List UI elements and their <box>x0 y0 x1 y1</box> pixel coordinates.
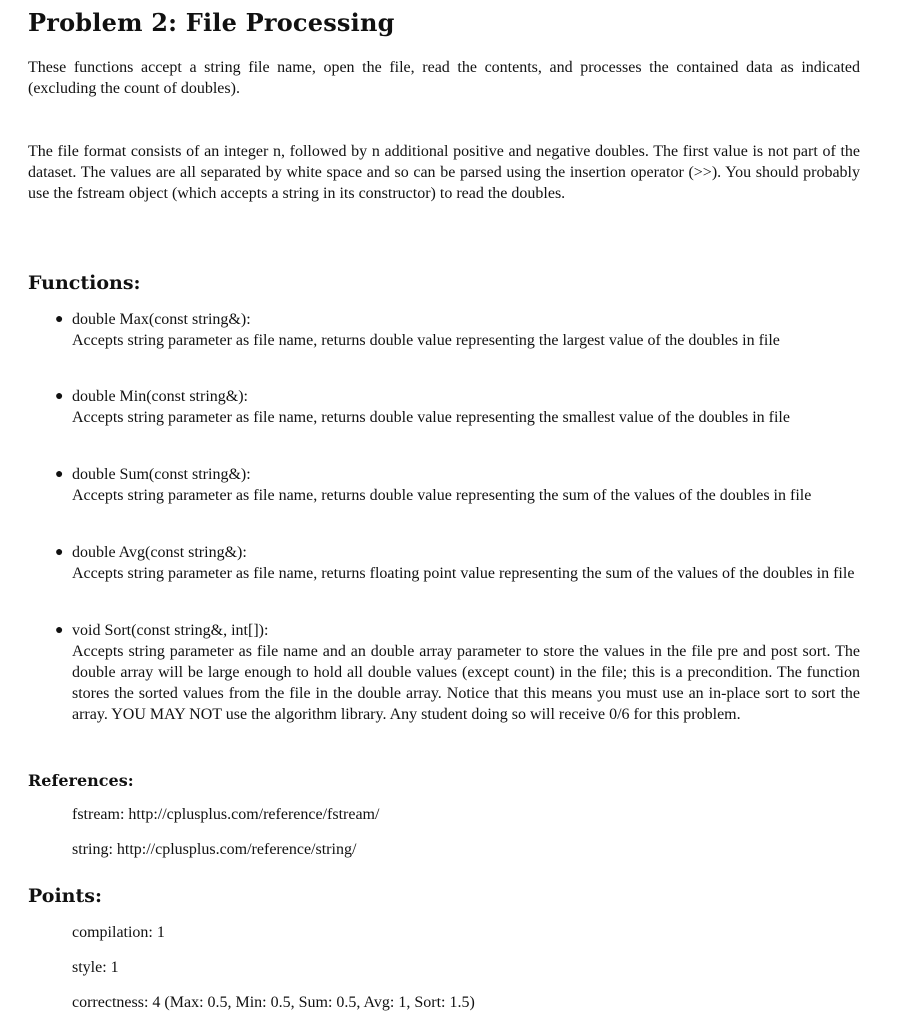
functions-heading: Functions: <box>28 272 141 294</box>
intro-paragraph: These functions accept a string file name, open the file, read the contents, and processes the contained data as indicated (excluding the count of doubles). <box>28 59 860 97</box>
bullet-icon: ● <box>55 545 64 560</box>
function-item-sum <box>55 464 860 506</box>
bullet-icon: ● <box>55 467 64 482</box>
function-description: Accepts string parameter as file name, returns double value representing the smallest value of the doubles in file <box>72 409 790 426</box>
function-description: Accepts string parameter as file name, returns floating point value representing the sum of the values of the doubles in file <box>72 565 855 582</box>
reference-fstream: fstream: http://cplusplus.com/reference/fstream/ <box>72 806 380 823</box>
function-item-max <box>55 309 860 351</box>
reference-string: string: http://cplusplus.com/reference/string/ <box>72 841 357 858</box>
function-description: Accepts string parameter as file name, returns double value representing the sum of the values of the doubles in file <box>72 487 812 504</box>
bullet-icon: ● <box>55 312 64 327</box>
points-style: style: 1 <box>72 959 119 976</box>
function-item-min <box>55 386 860 428</box>
function-item-sort <box>55 620 860 725</box>
function-item-avg <box>55 542 860 584</box>
function-signature: double Min(const string&): <box>72 388 248 405</box>
bullet-icon: ● <box>55 389 64 404</box>
references-heading: References: <box>28 771 134 790</box>
function-signature: double Max(const string&): <box>72 311 251 328</box>
points-compilation: compilation: 1 <box>72 924 165 941</box>
points-heading: Points: <box>28 885 102 907</box>
function-description: Accepts string parameter as file name, returns double value representing the largest value of the doubles in file <box>72 332 780 349</box>
function-signature: double Avg(const string&): <box>72 544 247 561</box>
function-description: Accepts string parameter as file name and an double array parameter to store the values in the file pre and post sort. The double array will be large enough to hold all double values (except count) in the file; this is a precondition. The function stores the sorted values from the file in the double array. Notice that this means you must use an in-place sort to sort the array. YOU MAY NOT use the algorithm library. Any student doing so will receive 0/6 for this problem. <box>72 643 860 723</box>
bullet-icon: ● <box>55 623 64 638</box>
function-signature: void Sort(const string&, int[]): <box>72 622 269 639</box>
problem-title: Problem 2: File Processing <box>28 8 395 37</box>
points-correctness: correctness: 4 (Max: 0.5, Min: 0.5, Sum: 0.5, Avg: 1, Sort: 1.5) <box>72 994 475 1011</box>
file-format-paragraph: The file format consists of an integer n, followed by n additional positive and negative doubles. The first value is not part of the dataset. The values are all separated by white space and so can be parsed using the insertion operator (>>). You should probably use the fstream object (which accepts a string in its constructor) to read the doubles. <box>28 143 860 202</box>
function-signature: double Sum(const string&): <box>72 466 251 483</box>
